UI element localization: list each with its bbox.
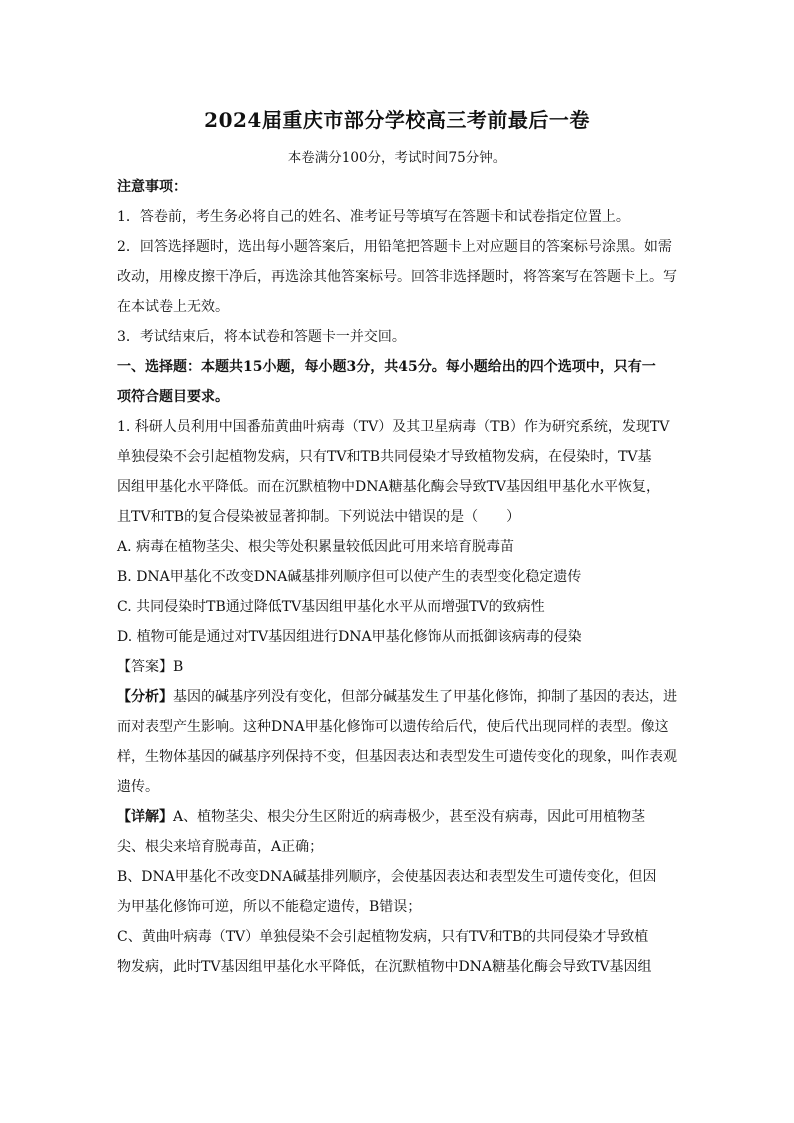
analysis-line: 遗传。 [117,779,159,795]
section-heading-line: 项符合题目要求。 [117,389,229,405]
detail-line: 尖、根尖来培育脱毒苗，A正确； [117,839,324,855]
notice-line: 3．考试结束后，将本试卷和答题卡一并交回。 [117,329,406,345]
option-b: B. DNA甲基化不改变DNA碱基排列顺序但可以使产生的表型变化稳定遗传 [117,569,582,585]
analysis-text: 基因的碱基序列没有变化，但部分碱基发生了甲基化修饰，抑制了基因的表达，进 [173,689,677,705]
detail-text: A、植物茎尖、根尖分生区附近的病毒极少，甚至没有病毒，因此可用植物茎 [173,809,646,825]
analysis-line: 而对表型产生影响。这种DNA甲基化修饰可以遗传给后代，使后代出现同样的表型。像这 [117,719,669,735]
detail-line: B、DNA甲基化不改变DNA碱基排列顺序，会使基因表达和表型发生可遗传变化，但因 [117,869,657,885]
analysis-label: 【分析】 [117,689,173,705]
detail-line [117,802,677,832]
notice-line: 1．答卷前，考生务必将自己的姓名、准考证号等填写在答题卡和试卷指定位置上。 [117,209,630,225]
option-a: A. 病毒在植物茎尖、根尖等处积累量较低因此可用来培育脱毒苗 [117,539,515,555]
exam-info: 本卷满分100分，考试时间75分钟。 [287,150,507,166]
question-stem-line: 单独侵染不会引起植物发病，只有TV和TB共同侵染才导致植物发病，在侵染时，TV基 [117,449,652,465]
notice-line: 2．回答选择题时，选出每小题答案后，用铅笔把答题卡上对应题目的答案标号涂黑。如需 [117,239,672,255]
section-heading-line: 一、选择题：本题共15小题，每小题3分，共45分。每小题给出的四个选项中，只有一 [117,359,656,375]
detail-line: 为甲基化修饰可逆，所以不能稳定遗传，B错误； [117,899,422,915]
detail-label: 【详解】 [117,809,173,825]
analysis-line: 样，生物体基因的碱基序列保持不变，但基因表达和表型发生可遗传变化的现象，叫作表观 [117,749,677,765]
option-d: D. 植物可能是通过对TV基因组进行DNA甲基化修饰从而抵御该病毒的侵染 [117,629,582,645]
detail-line: 物发病，此时TV基因组甲基化水平降低，在沉默植物中DNA糖基化酶会导致TV基因组 [117,959,652,975]
notice-heading: 注意事项： [117,179,187,195]
notice-line: 改动，用橡皮擦干净后，再选涂其他答案标号。回答非选择题时，将答案写在答题卡上。写 [117,269,677,285]
question-stem-line: 1. 科研人员利用中国番茄黄曲叶病毒（TV）及其卫星病毒（TB）作为研究系统，发现TV [117,419,670,435]
notice-line: 在本试卷上无效。 [117,299,229,315]
option-c: C. 共同侵染时TB通过降低TV基因组甲基化水平从而增强TV的致病性 [117,599,545,615]
detail-line: C、黄曲叶病毒（TV）单独侵染不会引起植物发病，只有TV和TB的共同侵染才导致植 [117,929,649,945]
answer-line [117,652,677,682]
question-stem-line: 因组甲基化水平降低。而在沉默植物中DNA糖基化酶会导致TV基因组甲基化水平恢复， [117,479,661,495]
document-body [117,172,677,982]
answer-label: 【答案】 [117,659,173,675]
document-title: 2024届重庆市部分学校高三考前最后一卷 [204,108,590,132]
analysis-line [117,682,677,712]
question-stem-line: 且TV和TB的复合侵染被显著抑制。下列说法中错误的是（ ） [117,509,521,525]
answer-value: B [173,659,184,675]
